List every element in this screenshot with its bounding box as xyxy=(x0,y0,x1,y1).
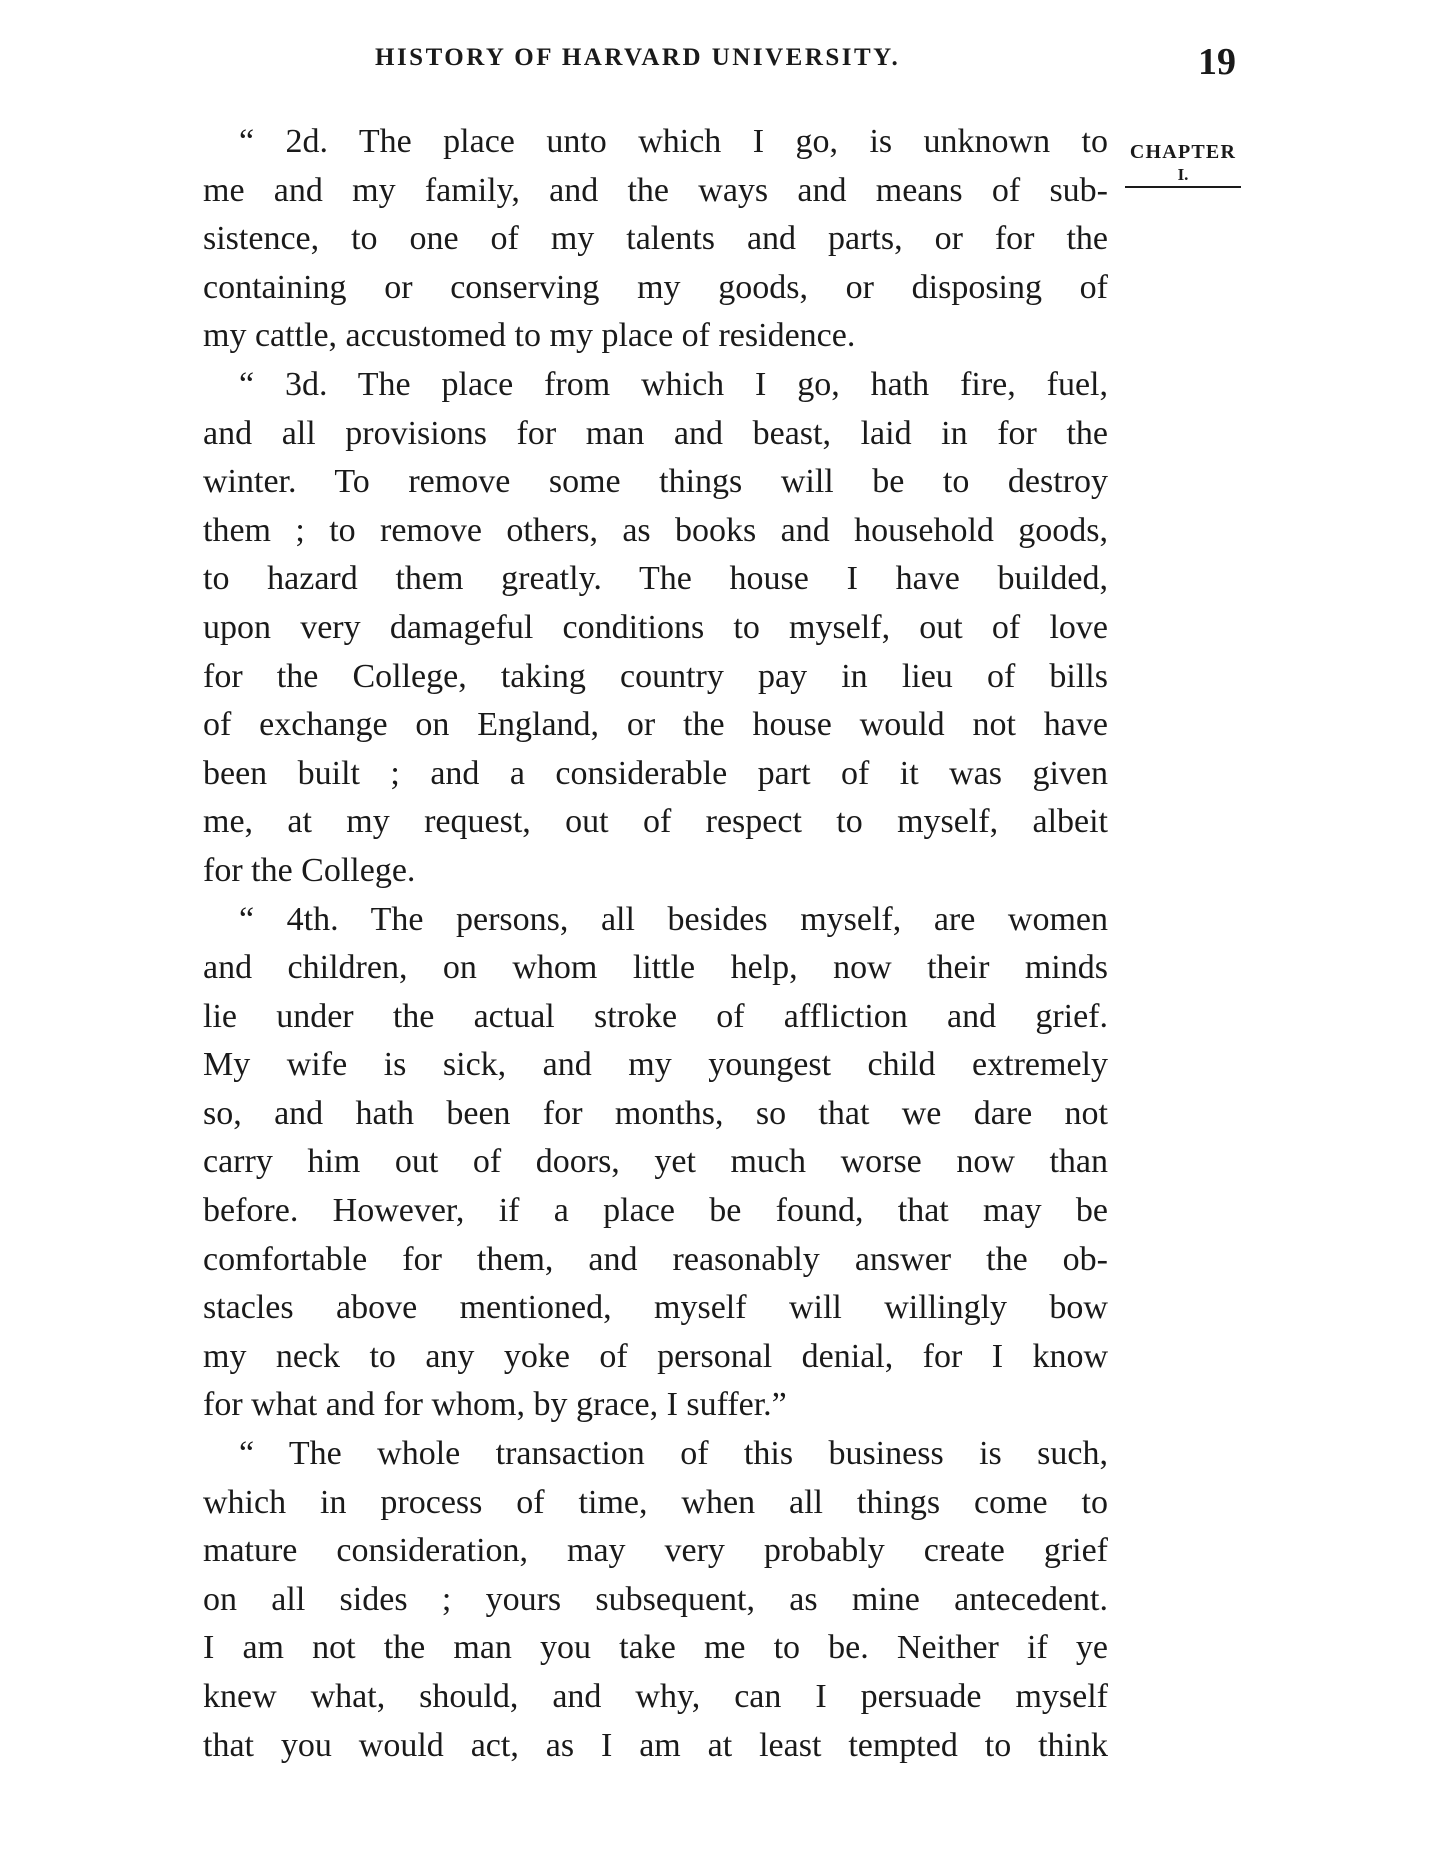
text-line: me, at my request, out of respect to myself, albeit xyxy=(203,803,1108,841)
text-line: upon very damageful conditions to myself, out of love xyxy=(203,608,1108,646)
text-line: for what and for whom, by grace, I suffer.” xyxy=(203,1386,787,1424)
text-line: for the College. xyxy=(203,851,416,889)
text-line: before. However, if a place be found, that may be xyxy=(203,1192,1108,1230)
text-line: knew what, should, and why, can I persuade myself xyxy=(203,1678,1108,1715)
chapter-number: I. xyxy=(1177,165,1189,184)
text-line: to hazard them greatly. The house I have builded, xyxy=(203,560,1108,598)
text-line: “ 3d. The place from which I go, hath fire, fuel, xyxy=(239,365,1108,403)
text-line: mature consideration, may very probably create grief xyxy=(203,1532,1108,1570)
body-text xyxy=(203,118,1108,1770)
text-line: so, and hath been for months, so that we dare not xyxy=(203,1094,1108,1132)
text-line: my cattle, accustomed to my place of residence. xyxy=(203,317,856,355)
text-line: which in process of time, when all things come to xyxy=(203,1483,1108,1521)
text-line: been built ; and a considerable part of it was given xyxy=(203,754,1108,792)
text-line: them ; to remove others, as books and household goods, xyxy=(203,511,1108,549)
running-head-title: HISTORY OF HARVARD UNIVERSITY. xyxy=(375,44,901,71)
text-line: containing or conserving my goods, or disposing of xyxy=(203,268,1108,306)
page-number: 19 xyxy=(1198,41,1236,83)
chapter-rule xyxy=(1125,186,1241,188)
text-line: of exchange on England, or the house would not have xyxy=(203,706,1108,744)
text-line: on all sides ; yours subsequent, as mine antecedent. xyxy=(203,1580,1108,1618)
text-line: and children, on whom little help, now their minds xyxy=(203,949,1108,987)
text-line: lie under the actual stroke of affliction and grief. xyxy=(203,997,1108,1035)
text-line: winter. To remove some things will be to destroy xyxy=(203,463,1108,501)
text-line: that you would act, as I am at least tempted to think xyxy=(203,1726,1108,1764)
text-line: and all provisions for man and beast, laid in for the xyxy=(203,414,1108,452)
text-line: sistence, to one of my talents and parts, or for the xyxy=(203,220,1108,258)
text-line: “ 4th. The persons, all besides myself, are women xyxy=(239,900,1108,938)
text-line: carry him out of doors, yet much worse now than xyxy=(203,1143,1108,1181)
chapter-margin-note xyxy=(1125,141,1241,188)
text-line: I am not the man you take me to be. Neither if ye xyxy=(203,1629,1108,1667)
text-line: “ The whole transaction of this business is such, xyxy=(239,1435,1108,1473)
text-line: stacles above mentioned, myself will willingly bow xyxy=(203,1289,1108,1327)
text-line: for the College, taking country pay in lieu of bills xyxy=(203,657,1108,695)
text-line: My wife is sick, and my youngest child extremely xyxy=(203,1046,1108,1084)
text-line: comfortable for them, and reasonably answer the ob- xyxy=(203,1240,1108,1278)
text-line: “ 2d. The place unto which I go, is unknown to xyxy=(239,123,1108,160)
chapter-label: CHAPTER xyxy=(1129,141,1237,163)
text-line: my neck to any yoke of personal denial, for I know xyxy=(203,1337,1108,1375)
text-line: me and my family, and the ways and means of sub- xyxy=(203,171,1108,209)
